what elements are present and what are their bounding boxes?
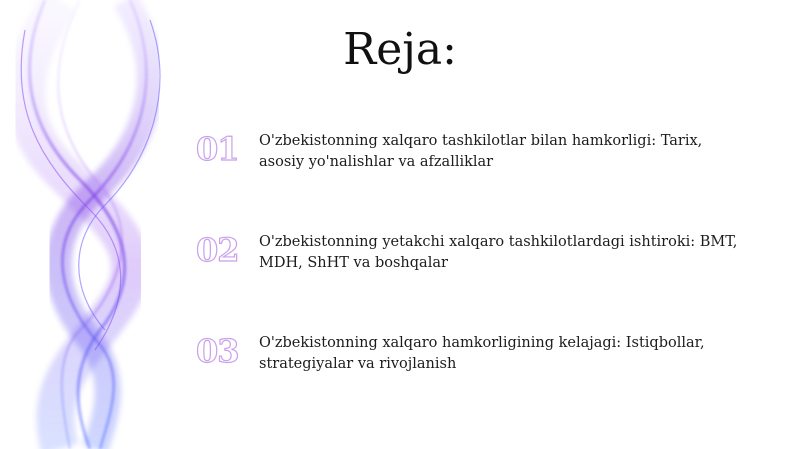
slide-title: Reja: <box>343 24 457 75</box>
item-number: 01 <box>196 130 239 168</box>
item-number: 02 <box>196 231 239 269</box>
agenda-item <box>196 232 756 292</box>
item-number: 03 <box>196 332 239 370</box>
item-text: O'zbekistonning xalqaro hamkorligining kelajagi: Istiqbollar, strategiyalar va rivojlanish <box>259 335 705 372</box>
item-text: O'zbekistonning yetakchi xalqaro tashkilotlardagi ishtiroki: BMT, MDH, ShHT va boshqalar <box>259 234 738 271</box>
agenda-item <box>196 131 756 191</box>
agenda-item <box>196 333 756 393</box>
purple-smoke-decoration <box>0 0 220 449</box>
item-text: O'zbekistonning xalqaro tashkilotlar bilan hamkorligi: Tarix, asosiy yo'nalishlar va afzalliklar <box>259 133 703 170</box>
